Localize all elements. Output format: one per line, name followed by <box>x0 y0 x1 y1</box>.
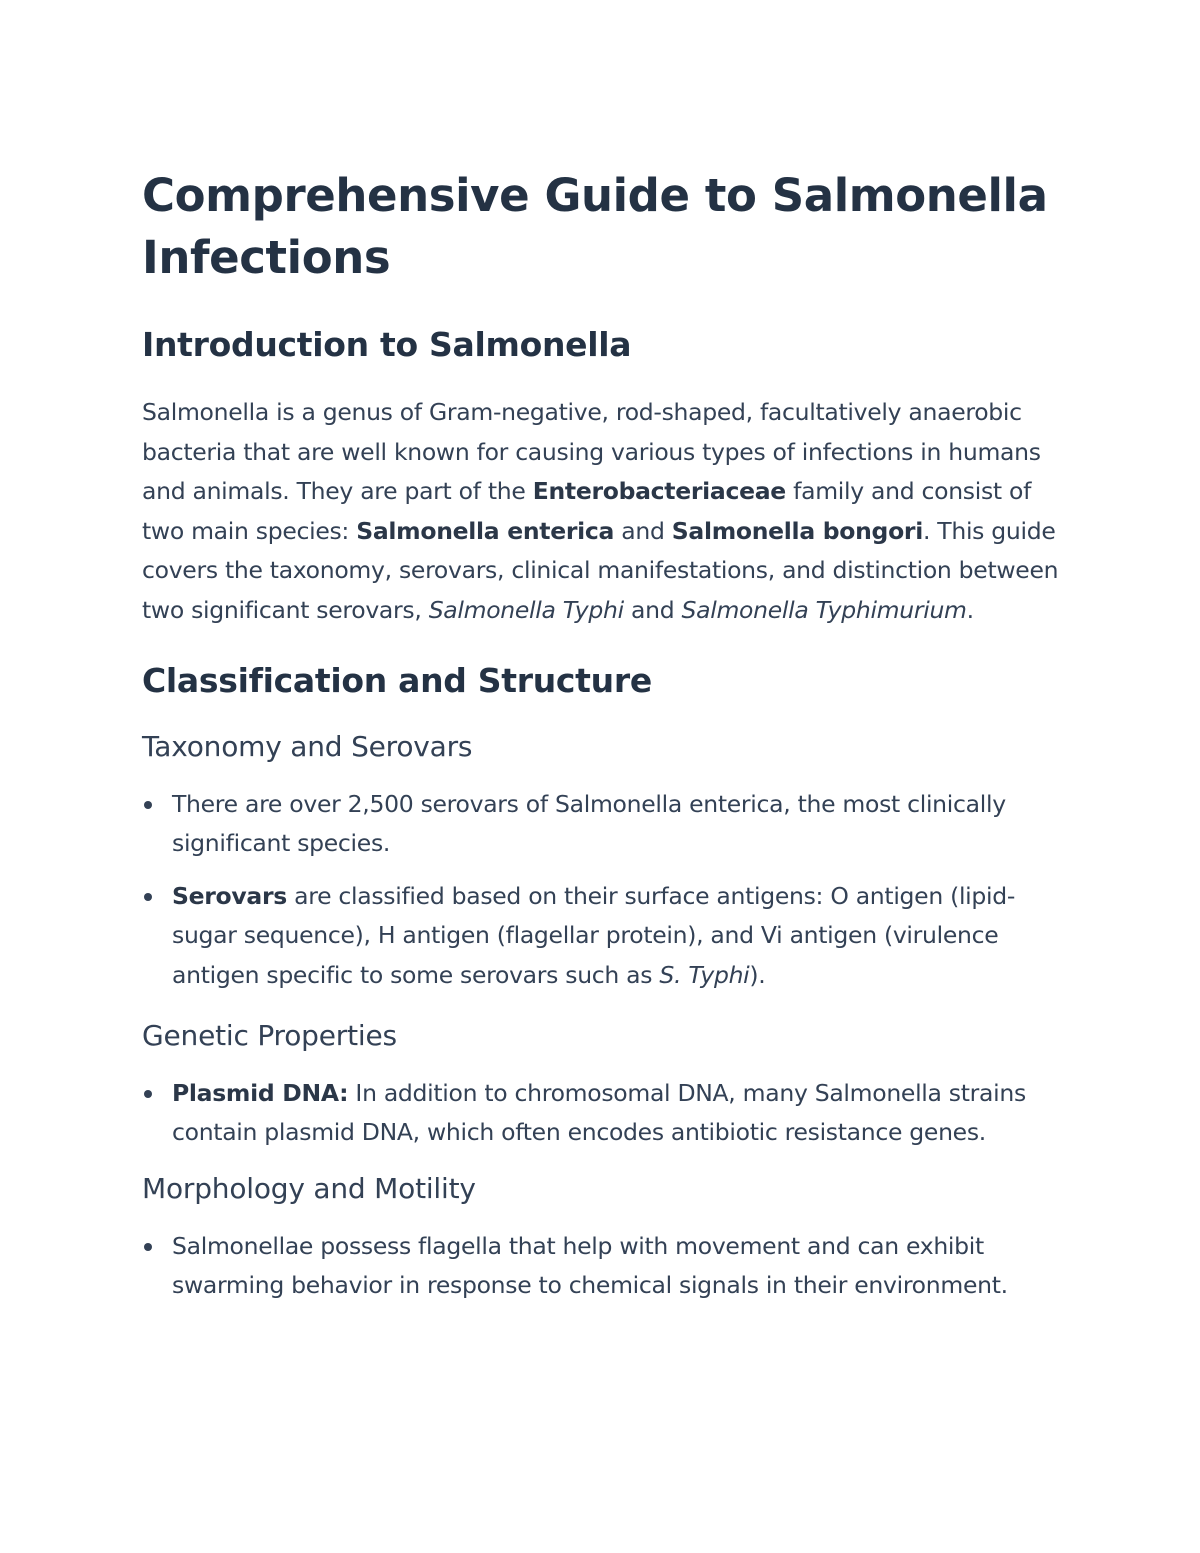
list-item <box>142 1074 1062 1153</box>
list-item <box>142 877 1062 996</box>
intro-text-2: family and consist of two main species: <box>142 477 1032 545</box>
list-item-bold: Serovars <box>172 881 287 910</box>
list-item-text: are classified based on their surface antigens: O antigen (lipid-sugar sequence), H antigen (flagellar protein), and Vi antigen (virulence antigen specific to some serovars such as <box>172 881 1016 989</box>
list-item <box>142 1227 1062 1306</box>
intro-paragraph <box>142 393 1062 631</box>
subsection-heading-genetic: Genetic Properties <box>142 1018 397 1052</box>
section-heading-classification: Classification and Structure <box>142 660 652 700</box>
list-item-text-end: ). <box>749 960 766 989</box>
document-title: Comprehensive Guide to Salmonella Infections <box>142 169 1048 284</box>
species-bongori: Salmonella bongori <box>671 516 923 545</box>
intro-text-1: Salmonella is a genus of Gram-negative, rod-shaped, facultatively anaerobic bacteria that are well known for causing various types of infections in humans and animals. They are part of the <box>142 398 1041 506</box>
species-enterica: Salmonella enterica <box>356 516 615 545</box>
genetic-list <box>142 1074 1062 1153</box>
subsection-heading-taxonomy: Taxonomy and Serovars <box>142 729 473 763</box>
document-page <box>142 165 1062 1306</box>
bullet-icon <box>144 801 152 809</box>
morphology-list <box>142 1227 1062 1306</box>
intro-text-3: and <box>614 516 672 545</box>
serovar-typhi: Salmonella Typhi <box>428 595 624 624</box>
taxonomy-list <box>142 785 1062 996</box>
section-heading-introduction: Introduction to Salmonella <box>142 325 632 364</box>
list-item-text: Salmonellae possess flagella that help with movement and can exhibit swarming behavior in response to chemical signals in their environment. <box>172 1231 1008 1300</box>
list-item-text: There are over 2,500 serovars of Salmonella enterica, the most clinically significant species. <box>172 789 1006 858</box>
subsection-heading-morphology: Morphology and Motility <box>142 1171 476 1205</box>
bullet-icon <box>144 1243 152 1251</box>
list-item-italic: S. Typhi <box>659 960 750 989</box>
family-name: Enterobacteriaceae <box>532 477 786 506</box>
bullet-icon <box>144 893 152 901</box>
intro-text-5: and <box>623 595 682 624</box>
serovar-typhimurium: Salmonella Typhimurium <box>681 595 967 624</box>
intro-text-6: . <box>966 595 974 624</box>
list-item <box>142 785 1062 864</box>
list-item-bold: Plasmid DNA: <box>172 1078 349 1107</box>
list-item-text: In addition to chromosomal DNA, many Salmonella strains contain plasmid DNA, which often encodes antibiotic resistance genes. <box>172 1078 1026 1147</box>
intro-text-4: . This guide covers the taxonomy, serovars, clinical manifestations, and distinction between two significant serovars, <box>142 516 1059 624</box>
bullet-icon <box>144 1090 152 1098</box>
